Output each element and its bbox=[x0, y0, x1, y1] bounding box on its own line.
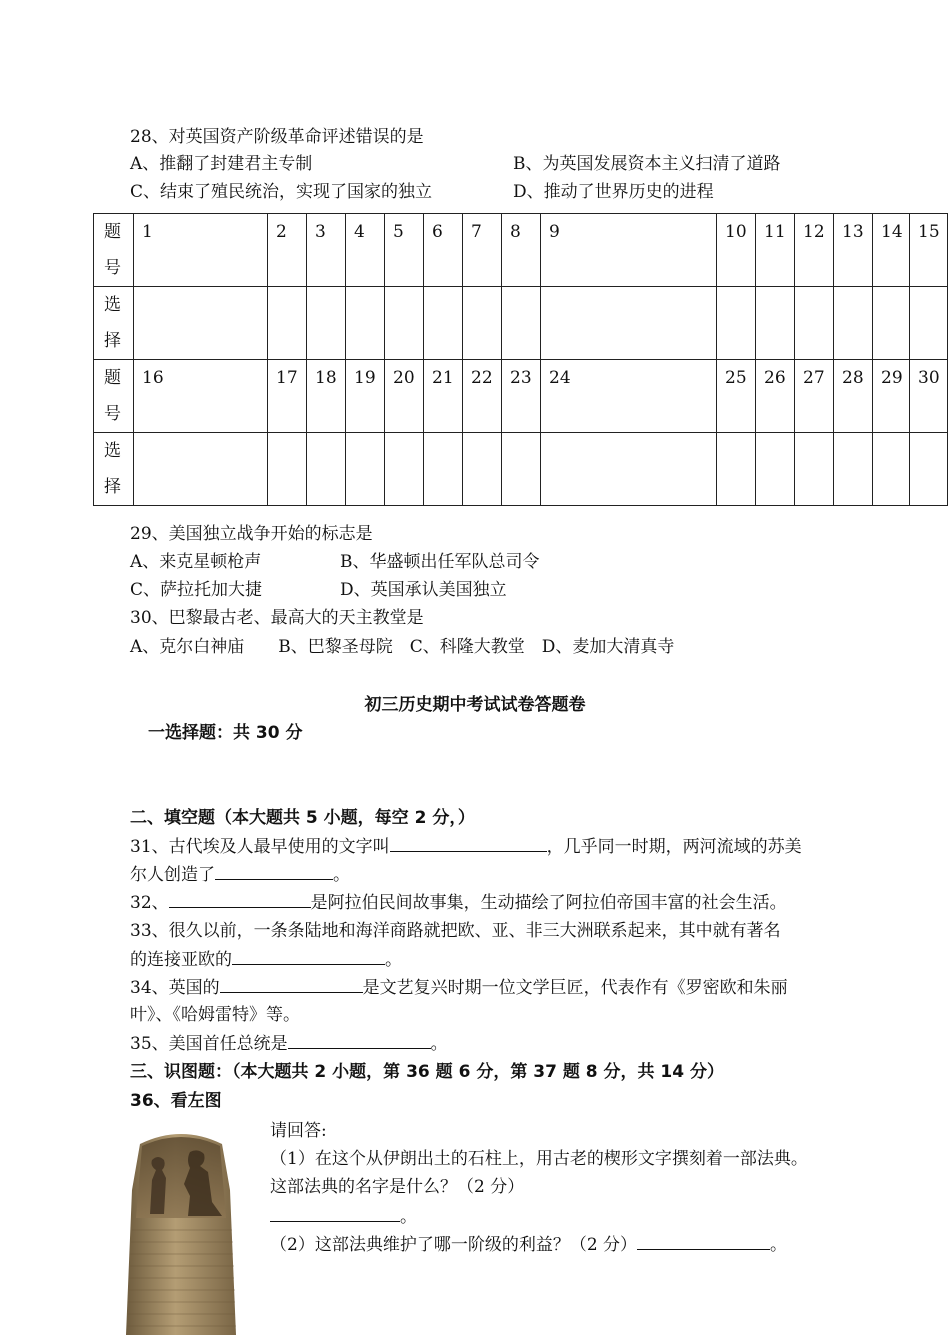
question-number-cell: 24 bbox=[541, 360, 717, 433]
q33-blank[interactable] bbox=[232, 948, 385, 965]
question-number-cell: 27 bbox=[795, 360, 834, 433]
q35-blank[interactable] bbox=[288, 1032, 431, 1049]
question-number-cell: 28 bbox=[834, 360, 873, 433]
answer-choice-label: 选 择 bbox=[94, 287, 134, 360]
question-number-cell: 20 bbox=[385, 360, 424, 433]
question-number-cell: 15 bbox=[910, 214, 948, 287]
q36-blank-1[interactable] bbox=[270, 1205, 400, 1222]
answer-cell[interactable] bbox=[268, 287, 307, 360]
answer-cell[interactable] bbox=[502, 287, 541, 360]
answer-cell[interactable] bbox=[307, 287, 346, 360]
answer-cell[interactable] bbox=[268, 433, 307, 506]
answer-cell[interactable] bbox=[385, 287, 424, 360]
question-number-cell: 13 bbox=[834, 214, 873, 287]
q29-option-c: C、萨拉托加大捷 bbox=[130, 580, 263, 600]
question-number-cell: 7 bbox=[463, 214, 502, 287]
q36-sub1-answer: 。 bbox=[270, 1205, 417, 1228]
answer-cell[interactable] bbox=[424, 433, 463, 506]
q36-sub2-line: （2）这部法典维护了哪一阶级的利益？（2 分） 。 bbox=[270, 1235, 788, 1255]
answer-cell[interactable] bbox=[134, 433, 268, 506]
q36-sub1-line1: （1）在这个从伊朗出土的石柱上，用古老的楔形文字撰刻着一部法典。 bbox=[270, 1149, 808, 1169]
question-number-label: 题 号 bbox=[94, 360, 134, 433]
q32-line: 32、 是阿拉伯民间故事集，生动描绘了阿拉伯帝国丰富的社会生活。 bbox=[130, 893, 787, 913]
q31-line1: 31、古代埃及人最早使用的文字叫 ，几乎同一时期，两河流域的苏美 bbox=[130, 837, 802, 857]
question-number-cell: 12 bbox=[795, 214, 834, 287]
question-number-cell: 8 bbox=[502, 214, 541, 287]
question-number-cell: 4 bbox=[346, 214, 385, 287]
q31-blank-2[interactable] bbox=[215, 863, 333, 880]
question-number-cell: 25 bbox=[717, 360, 756, 433]
answer-cell[interactable] bbox=[463, 433, 502, 506]
table-row bbox=[94, 287, 948, 360]
question-number-label: 题 号 bbox=[94, 214, 134, 287]
q30-stem: 30、巴黎最古老、最高大的天主教堂是 bbox=[130, 608, 424, 628]
question-number-cell: 23 bbox=[502, 360, 541, 433]
question-number-cell: 18 bbox=[307, 360, 346, 433]
answer-cell[interactable] bbox=[795, 433, 834, 506]
question-number-cell: 29 bbox=[873, 360, 910, 433]
answer-grid-table bbox=[93, 213, 948, 506]
question-number-cell: 17 bbox=[268, 360, 307, 433]
answer-cell[interactable] bbox=[795, 287, 834, 360]
answer-cell[interactable] bbox=[873, 287, 910, 360]
answer-cell[interactable] bbox=[756, 287, 795, 360]
q29-option-a: A、来克星顿枪声 bbox=[130, 552, 262, 572]
q34-blank[interactable] bbox=[220, 976, 363, 993]
answer-cell[interactable] bbox=[424, 287, 463, 360]
q31-blank-1[interactable] bbox=[390, 835, 547, 852]
question-number-cell: 5 bbox=[385, 214, 424, 287]
question-number-cell: 1 bbox=[134, 214, 268, 287]
answer-cell[interactable] bbox=[502, 433, 541, 506]
answer-cell[interactable] bbox=[463, 287, 502, 360]
q30-options: A、克尔白神庙 B、巴黎圣母院 C、科隆大教堂 D、麦加大清真寺 bbox=[130, 637, 675, 657]
question-number-cell: 22 bbox=[463, 360, 502, 433]
question-number-cell: 16 bbox=[134, 360, 268, 433]
q34-line2: 叶》、《哈姆雷特》等。 bbox=[130, 1005, 300, 1025]
answer-cell[interactable] bbox=[385, 433, 424, 506]
table-row bbox=[94, 214, 948, 287]
question-number-cell: 14 bbox=[873, 214, 910, 287]
section3-heading: 三、识图题：（本大题共 2 小题，第 36 题 6 分，第 37 题 8 分，共 14 分） bbox=[130, 1062, 724, 1082]
q31-line2: 尔人创造了 。 bbox=[130, 865, 350, 885]
question-number-cell: 2 bbox=[268, 214, 307, 287]
answer-cell[interactable] bbox=[873, 433, 910, 506]
question-number-cell: 6 bbox=[424, 214, 463, 287]
question-number-cell: 9 bbox=[541, 214, 717, 287]
table-row bbox=[94, 433, 948, 506]
hammurabi-stele-image bbox=[118, 1130, 245, 1335]
q29-stem: 29、美国独立战争开始的标志是 bbox=[130, 524, 373, 544]
answer-cell[interactable] bbox=[541, 287, 717, 360]
section2-heading: 二、填空题（本大题共 5 小题，每空 2 分，） bbox=[130, 808, 475, 828]
q29-option-b: B、华盛顿出任军队总司令 bbox=[340, 552, 540, 572]
answer-cell[interactable] bbox=[834, 287, 873, 360]
q35-line: 35、美国首任总统是 。 bbox=[130, 1034, 448, 1054]
answer-cell[interactable] bbox=[717, 433, 756, 506]
section1-heading: 一选择题：共 30 分 bbox=[148, 723, 303, 743]
q36-sub1-line2: 这部法典的名字是什么？（2 分） bbox=[270, 1177, 525, 1197]
q34-line1: 34、英国的 是文艺复兴时期一位文学巨匠，代表作有《罗密欧和朱丽 bbox=[130, 978, 788, 998]
q28-option-d: D、推动了世界历史的进程 bbox=[513, 182, 714, 202]
q28-option-b: B、为英国发展资本主义扫清了道路 bbox=[513, 154, 781, 174]
q28-stem: 28、对英国资产阶级革命评述错误的是 bbox=[130, 127, 424, 147]
answer-cell[interactable] bbox=[307, 433, 346, 506]
question-number-cell: 19 bbox=[346, 360, 385, 433]
question-number-cell: 26 bbox=[756, 360, 795, 433]
table-row bbox=[94, 360, 948, 433]
q33-line1: 33、很久以前，一条条陆地和海洋商路就把欧、亚、非三大洲联系起来，其中就有著名 bbox=[130, 921, 781, 941]
answer-choice-label: 选 择 bbox=[94, 433, 134, 506]
answer-cell[interactable] bbox=[717, 287, 756, 360]
q29-option-d: D、英国承认美国独立 bbox=[340, 580, 507, 600]
answer-cell[interactable] bbox=[134, 287, 268, 360]
answer-cell[interactable] bbox=[834, 433, 873, 506]
q36-blank-2[interactable] bbox=[637, 1233, 770, 1250]
answer-cell[interactable] bbox=[756, 433, 795, 506]
q28-option-c: C、结束了殖民统治，实现了国家的独立 bbox=[130, 182, 433, 202]
q33-line2: 的连接亚欧的 。 bbox=[130, 950, 402, 970]
answer-cell[interactable] bbox=[346, 287, 385, 360]
q28-option-a: A、推翻了封建君主专制 bbox=[130, 154, 313, 174]
q36-prompt: 请回答: bbox=[270, 1121, 327, 1141]
answer-cell[interactable] bbox=[910, 287, 948, 360]
answer-cell[interactable] bbox=[541, 433, 717, 506]
question-number-cell: 21 bbox=[424, 360, 463, 433]
question-number-cell: 3 bbox=[307, 214, 346, 287]
question-number-cell: 10 bbox=[717, 214, 756, 287]
answer-cell[interactable] bbox=[346, 433, 385, 506]
answer-cell[interactable] bbox=[910, 433, 948, 506]
q36-title: 36、看左图 bbox=[130, 1091, 222, 1111]
question-number-cell: 11 bbox=[756, 214, 795, 287]
question-number-cell: 30 bbox=[910, 360, 948, 433]
answer-sheet-title: 初三历史期中考试试卷答题卷 bbox=[364, 695, 586, 715]
q32-blank[interactable] bbox=[169, 891, 311, 908]
